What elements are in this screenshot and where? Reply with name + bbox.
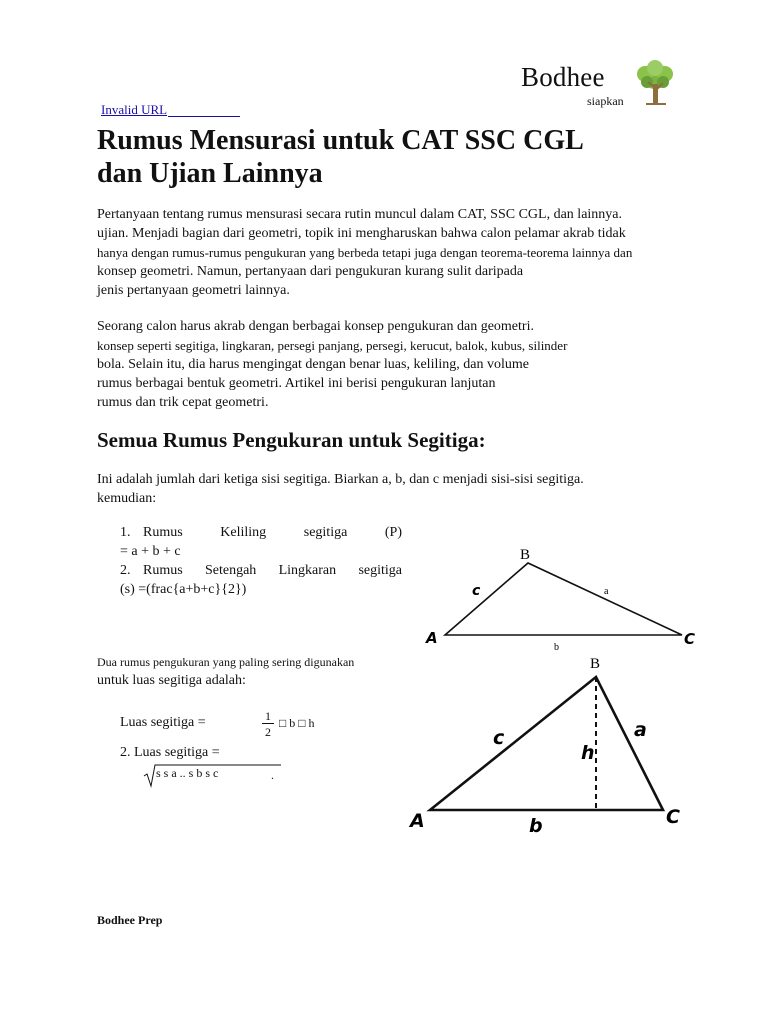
section-intro [97, 470, 717, 508]
side-label-c: c [493, 727, 505, 749]
formula-dot: . [271, 768, 274, 782]
area-formula-1-label: Luas segitiga = [120, 715, 206, 730]
list-number: 1. [120, 525, 131, 540]
list-continuation: = a + b + c [120, 544, 181, 559]
paragraph-1 [97, 205, 717, 300]
vertex-label-c: C [684, 630, 696, 648]
footer-brand: Bodhee Prep [97, 913, 163, 927]
title-line-2: dan Ujian Lainnya [97, 158, 323, 189]
side-label-b: b [529, 815, 543, 837]
fraction-denominator: 2 [265, 725, 271, 739]
list-text: Rumus Setengah Lingkaran segitiga [143, 563, 402, 578]
vertex-label-b: B [590, 656, 601, 672]
side-label-a: a [604, 586, 609, 597]
para2-line: rumus berbagai bentuk geometri. Artikel ini berisi pengukuran lanjutan [97, 376, 496, 391]
height-label-h: h [581, 742, 595, 764]
vertex-label-a: A [426, 629, 438, 647]
formula-list [120, 523, 402, 599]
triangle-shape [445, 563, 682, 635]
vertex-label-a: A [410, 810, 425, 832]
tree-icon [632, 60, 678, 106]
intro-line: kemudian: [97, 491, 157, 506]
link-underline [168, 116, 240, 117]
side-label-a: a [634, 719, 647, 741]
para2-line: konsep seperti segitiga, lingkaran, persegi panjang, persegi, kerucut, balok, kubus, silinder [97, 338, 568, 353]
triangle-diagram-2 [405, 652, 685, 838]
area-formula-1-rest: □ b □ h [279, 716, 315, 730]
para1-line: hanya dengan rumus-rumus pengukuran yang berbeda tetapi juga dengan teorema-teorema lainnya dan [97, 245, 633, 260]
para1-line: Pertanyaan tentang rumus mensurasi secara rutin muncul dalam CAT, SSC CGL, dan lainnya. [97, 207, 623, 222]
area-formula-2-label: 2. Luas segitiga = [120, 745, 220, 760]
triangle-diagram-1 [420, 540, 710, 652]
fraction-bar [262, 723, 274, 724]
fraction-numerator: 1 [265, 709, 271, 723]
section-heading: Semua Rumus Pengukuran untuk Segitiga: [97, 428, 486, 452]
side-label-c: c [472, 583, 481, 599]
list-item [120, 561, 402, 580]
page-title [97, 124, 657, 190]
list-item [120, 523, 402, 542]
vertex-label-b: B [520, 547, 531, 563]
area-formula-2-radicand: s s a .. s b s c [156, 766, 219, 780]
para2-line: Seorang calon harus akrab dengan berbagai konsep pengukuran dan geometri. [97, 319, 534, 334]
para1-line: ujian. Menjadi bagian dari geometri, topik ini mengharuskan bahwa calon pelamar akrab tidak [97, 226, 626, 241]
area-intro-line-2: untuk luas segitiga adalah: [97, 673, 246, 688]
list-number: 2. [120, 563, 131, 578]
invalid-url-link[interactable]: Invalid URL [101, 102, 168, 117]
vertex-label-c: C [666, 806, 680, 828]
title-line-1: Rumus Mensurasi untuk CAT SSC CGL [97, 125, 584, 156]
para1-line: konsep geometri. Namun, pertanyaan dari pengukuran kurang sulit daripada [97, 264, 524, 279]
fraction [262, 708, 274, 740]
para1-line: jenis pertanyaan geometri lainnya. [97, 283, 290, 298]
list-continuation: (s) =(frac{a+b+c}{2}) [120, 582, 247, 597]
para2-line: bola. Selain itu, dia harus mengingat dengan benar luas, keliling, dan volume [97, 357, 529, 372]
area-intro-line-1: Dua rumus pengukuran yang paling sering digunakan [97, 655, 355, 669]
triangle-shape [430, 677, 663, 810]
list-text: Rumus Keliling segitiga (P) [143, 525, 402, 540]
paragraph-2 [97, 317, 717, 412]
logo-name: Bodhee [521, 62, 605, 92]
para2-line: rumus dan trik cepat geometri. [97, 395, 269, 410]
logo-subtitle: siapkan [587, 94, 624, 108]
side-label-b: b [554, 642, 559, 652]
intro-line: Ini adalah jumlah dari ketiga sisi segitiga. Biarkan a, b, dan c menjadi sisi-sisi segitiga. [97, 472, 584, 487]
